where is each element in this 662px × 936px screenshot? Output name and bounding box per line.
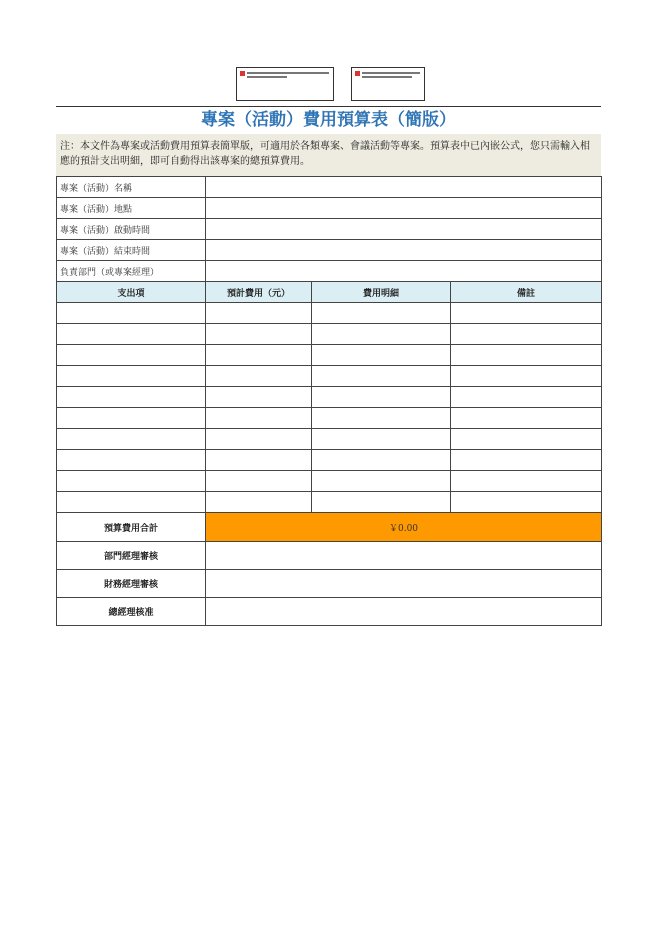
total-row: [57, 513, 602, 542]
approval-signature-cell[interactable]: [206, 598, 602, 626]
info-value-cell[interactable]: [206, 219, 602, 240]
expense-row: [57, 303, 602, 324]
expense-cell[interactable]: [312, 450, 451, 471]
expense-cell[interactable]: [206, 429, 312, 450]
logo-text-line: [362, 76, 412, 78]
logo-mark-icon: [355, 71, 360, 76]
total-label: 預算費用合計: [57, 513, 206, 542]
info-label: 專案（活動）名稱: [57, 177, 206, 198]
logo-text-line: [247, 76, 287, 78]
expense-cell[interactable]: [57, 324, 206, 345]
expense-cell[interactable]: [57, 471, 206, 492]
expense-row: [57, 324, 602, 345]
expense-cell[interactable]: [57, 387, 206, 408]
expense-cell[interactable]: [451, 366, 602, 387]
expense-cell[interactable]: [57, 492, 206, 513]
column-header-row: [57, 282, 602, 303]
column-header: 費用明細: [312, 282, 451, 303]
expense-cell[interactable]: [312, 408, 451, 429]
info-label: 專案（活動）啟動時間: [57, 219, 206, 240]
info-value-cell[interactable]: [206, 198, 602, 219]
expense-cell[interactable]: [57, 345, 206, 366]
approval-label: 財務經理審核: [57, 570, 206, 598]
expense-cell[interactable]: [312, 492, 451, 513]
expense-cell[interactable]: [451, 492, 602, 513]
info-row: [57, 177, 602, 198]
expense-cell[interactable]: [57, 303, 206, 324]
expense-cell[interactable]: [206, 492, 312, 513]
logo-placeholder-left: [236, 67, 334, 101]
expense-cell[interactable]: [57, 366, 206, 387]
expense-cell[interactable]: [206, 387, 312, 408]
expense-cell[interactable]: [206, 366, 312, 387]
expense-cell[interactable]: [451, 408, 602, 429]
approval-signature-cell[interactable]: [206, 570, 602, 598]
expense-cell[interactable]: [451, 387, 602, 408]
info-label: 專案（活動）結束時間: [57, 240, 206, 261]
expense-row: [57, 387, 602, 408]
info-row: [57, 198, 602, 219]
expense-row: [57, 408, 602, 429]
expense-cell[interactable]: [451, 303, 602, 324]
expense-row: [57, 429, 602, 450]
logo-mark-icon: [240, 71, 245, 76]
approval-signature-cell[interactable]: [206, 542, 602, 570]
approval-row: [57, 542, 602, 570]
expense-cell[interactable]: [206, 450, 312, 471]
info-label: 負責部門（或專案經理）: [57, 261, 206, 282]
expense-cell[interactable]: [57, 429, 206, 450]
info-row: [57, 261, 602, 282]
expense-cell[interactable]: [451, 345, 602, 366]
logo-placeholder-right: [351, 67, 425, 101]
info-row: [57, 240, 602, 261]
expense-cell[interactable]: [312, 471, 451, 492]
expense-cell[interactable]: [312, 345, 451, 366]
expense-cell[interactable]: [451, 429, 602, 450]
expense-row: [57, 345, 602, 366]
logo-text-line: [247, 72, 329, 74]
info-label: 專案（活動）地點: [57, 198, 206, 219]
expense-cell[interactable]: [206, 408, 312, 429]
info-value-cell[interactable]: [206, 177, 602, 198]
approval-label: 總經理核准: [57, 598, 206, 626]
approval-row: [57, 570, 602, 598]
instruction-note: 注：本文件為專案或活動費用預算表簡單版，可適用於各類專案、會議活動等專案。預算表中已內嵌公式，您只需輸入相應的預計支出明細，即可自動得出該專案的總預算費用。: [56, 134, 601, 176]
info-row: [57, 219, 602, 240]
column-header: 預計費用（元）: [206, 282, 312, 303]
expense-cell[interactable]: [206, 303, 312, 324]
page-title: 專案（活動）費用預算表（簡版）: [201, 110, 456, 130]
expense-cell[interactable]: [57, 408, 206, 429]
header-divider: [56, 106, 601, 107]
expense-row: [57, 450, 602, 471]
info-value-cell[interactable]: [206, 261, 602, 282]
expense-cell[interactable]: [312, 366, 451, 387]
logo-text-line: [362, 72, 420, 74]
expense-row: [57, 492, 602, 513]
expense-cell[interactable]: [206, 345, 312, 366]
expense-row: [57, 471, 602, 492]
expense-cell[interactable]: [312, 387, 451, 408]
approval-label: 部門經理審核: [57, 542, 206, 570]
expense-cell[interactable]: [451, 471, 602, 492]
column-header: 支出項: [57, 282, 206, 303]
expense-cell[interactable]: [312, 303, 451, 324]
approval-row: [57, 598, 602, 626]
expense-cell[interactable]: [206, 324, 312, 345]
total-amount: ￥0.00: [206, 513, 602, 542]
expense-row: [57, 366, 602, 387]
expense-cell[interactable]: [451, 450, 602, 471]
expense-cell[interactable]: [312, 324, 451, 345]
expense-cell[interactable]: [206, 471, 312, 492]
expense-cell[interactable]: [312, 429, 451, 450]
expense-cell[interactable]: [451, 324, 602, 345]
expense-cell[interactable]: [57, 450, 206, 471]
info-value-cell[interactable]: [206, 240, 602, 261]
column-header: 備註: [451, 282, 602, 303]
budget-table: [56, 176, 602, 626]
